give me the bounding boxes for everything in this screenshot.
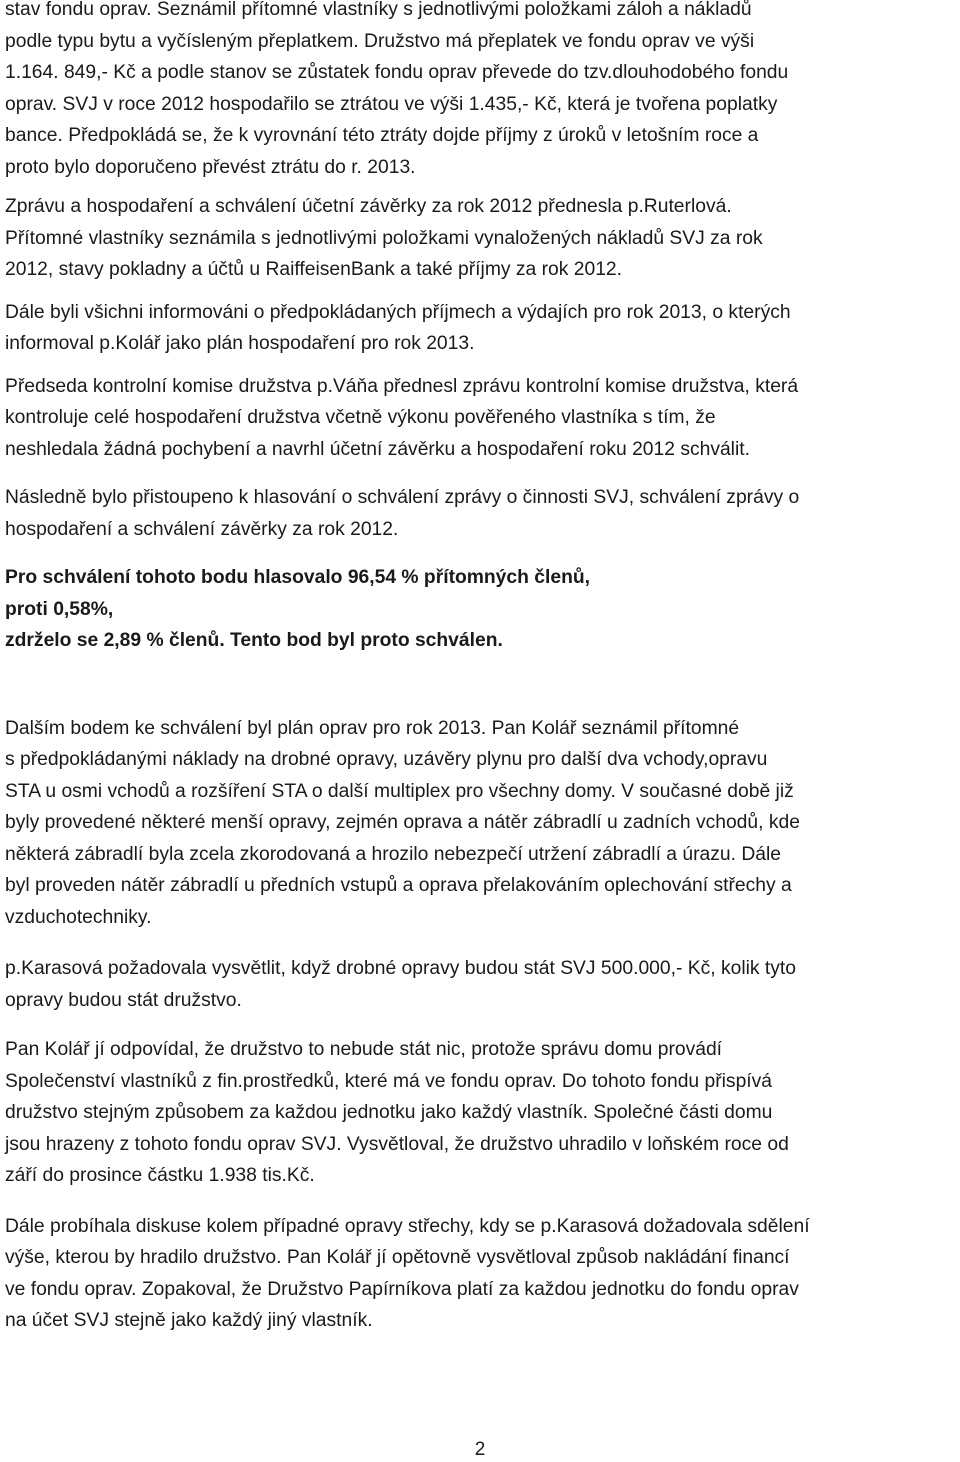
paragraph-roof-discussion — [5, 1211, 955, 1337]
text-line: Pro schválení tohoto bodu hlasovalo 96,54 % přítomných členů, — [5, 567, 590, 588]
text-line: výše, kterou by hradilo družstvo. Pan Kolář jí opětovně vysvětloval způsob nakládání financí — [5, 1247, 790, 1268]
text-line: p.Karasová požadovala vysvětlit, když drobné opravy budou stát SVJ 500.000,- Kč, kolik tyto — [5, 958, 796, 979]
text-line: informoval p.Kolář jako plán hospodaření pro rok 2013. — [5, 333, 475, 354]
text-line: STA u osmi vchodů a rozšíření STA o další multiplex pro všechny domy. V současné době již — [5, 780, 794, 802]
text-line: byl proveden nátěr zábradlí u předních vstupů a oprava přelakováním oplechování střechy a — [5, 875, 792, 896]
text-line: jsou hrazeny z tohoto fondu oprav SVJ. Vysvětloval, že družstvo uhradilo v loňském roce od — [5, 1133, 789, 1155]
text-line: hospodaření a schválení závěrky za rok 2012. — [5, 518, 399, 540]
paragraph-financial-report — [5, 191, 955, 286]
paragraph-audit-committee — [5, 371, 955, 466]
paragraph-voting-start — [5, 482, 955, 545]
text-line: 2012, stavy pokladny a účtů u RaiffeisenBank a také příjmy za rok 2012. — [5, 259, 622, 280]
text-line: na účet SVJ stejně jako každý jiný vlastník. — [5, 1310, 373, 1331]
text-line: Následně bylo přistoupeno k hlasování o schválení zprávy o činnosti SVJ, schválení zprávy o — [5, 487, 800, 508]
text-line: vzduchotechniky. — [5, 906, 152, 928]
text-line: zdrželo se 2,89 % členů. Tento bod byl proto schválen. — [5, 630, 503, 651]
text-line: proti 0,58%, — [5, 598, 114, 620]
text-line: 1.164. 849,- Kč a podle stanov se zůstatek fondu oprav převede do tzv.dlouhodobého fondu — [5, 62, 789, 83]
text-line: podle typu bytu a vyčísleným přeplatkem. Družstvo má přeplatek ve fondu oprav ve výši — [5, 30, 755, 52]
text-line: bance. Předpokládá se, že k vyrovnání této ztráty dojde příjmy z úroků v letošním roce a — [5, 125, 759, 146]
text-line: družstvo stejným způsobem za každou jednotku jako každý vlastník. Společné části domu — [5, 1102, 773, 1123]
text-line: neshledala žádná pochybení a navrhl účetní závěrku a hospodaření roku 2012 schválit. — [5, 438, 750, 460]
text-line: Dále byli všichni informováni o předpokládaných příjmech a výdajích pro rok 2013, o kterých — [5, 301, 791, 323]
text-line: Přítomné vlastníky seznámila s jednotlivými položkami vynaložených nákladů SVJ za rok — [5, 227, 763, 249]
text-line: stav fondu oprav. Seznámil přítomné vlastníky s jednotlivými položkami záloh a nákladů — [5, 0, 752, 20]
text-line: s předpokládanými náklady na drobné opravy, uzávěry plynu pro další dva vchody,opravu — [5, 749, 768, 770]
text-line: září do prosince částku 1.938 tis.Kč. — [5, 1165, 315, 1186]
paragraph-karasova-question — [5, 953, 955, 1016]
text-line: Dále probíhala diskuse kolem případné opravy střechy, kdy se p.Karasová dožadovala sdělení — [5, 1215, 810, 1237]
paragraph-vote-result — [5, 562, 955, 657]
text-line: proto bylo doporučeno převést ztrátu do r. 2013. — [5, 156, 416, 178]
text-line: kontroluje celé hospodaření družstva včetně výkonu pověřeného vlastníka s tím, že — [5, 407, 716, 428]
text-line: byly provedené některé menší opravy, zejmén oprava a nátěr zábradlí u zadních vchodů, kde — [5, 812, 800, 833]
document-body — [5, 0, 955, 1337]
page-number: 2 — [474, 1439, 486, 1460]
paragraph-kolar-answer — [5, 1034, 955, 1192]
text-line: Pan Kolář jí odpovídal, že družstvo to nebude stát nic, protože správu domu provádí — [5, 1039, 723, 1060]
paragraph-budget-plan — [5, 297, 955, 360]
text-line: opravy budou stát družstvo. — [5, 989, 242, 1011]
text-line: některá zábradlí byla zcela zkorodovaná a hrozilo nebezpečí utržení zábradlí a úrazu. Dále — [5, 843, 781, 865]
text-line: Dalším bodem ke schválení byl plán oprav pro rok 2013. Pan Kolář seznámil přítomné — [5, 717, 740, 739]
text-line: oprav. SVJ v roce 2012 hospodařilo se ztrátou ve výši 1.435,- Kč, která je tvořena poplatky — [5, 93, 778, 115]
text-line: Předseda kontrolní komise družstva p.Váňa přednesl zprávu kontrolní komise družstva, která — [5, 375, 799, 397]
text-line: Zprávu a hospodaření a schválení účetní závěrky za rok 2012 přednesla p.Ruterlová. — [5, 196, 732, 217]
text-line: Společenství vlastníků z fin.prostředků, které má ve fondu oprav. Do tohoto fondu přispívá — [5, 1070, 773, 1092]
paragraph-repair-plan — [5, 713, 955, 934]
text-line: ve fondu oprav. Zopakoval, že Družstvo Papírníkova platí za každou jednotku do fondu oprav — [5, 1278, 799, 1300]
paragraph-fund-status — [5, 0, 955, 183]
